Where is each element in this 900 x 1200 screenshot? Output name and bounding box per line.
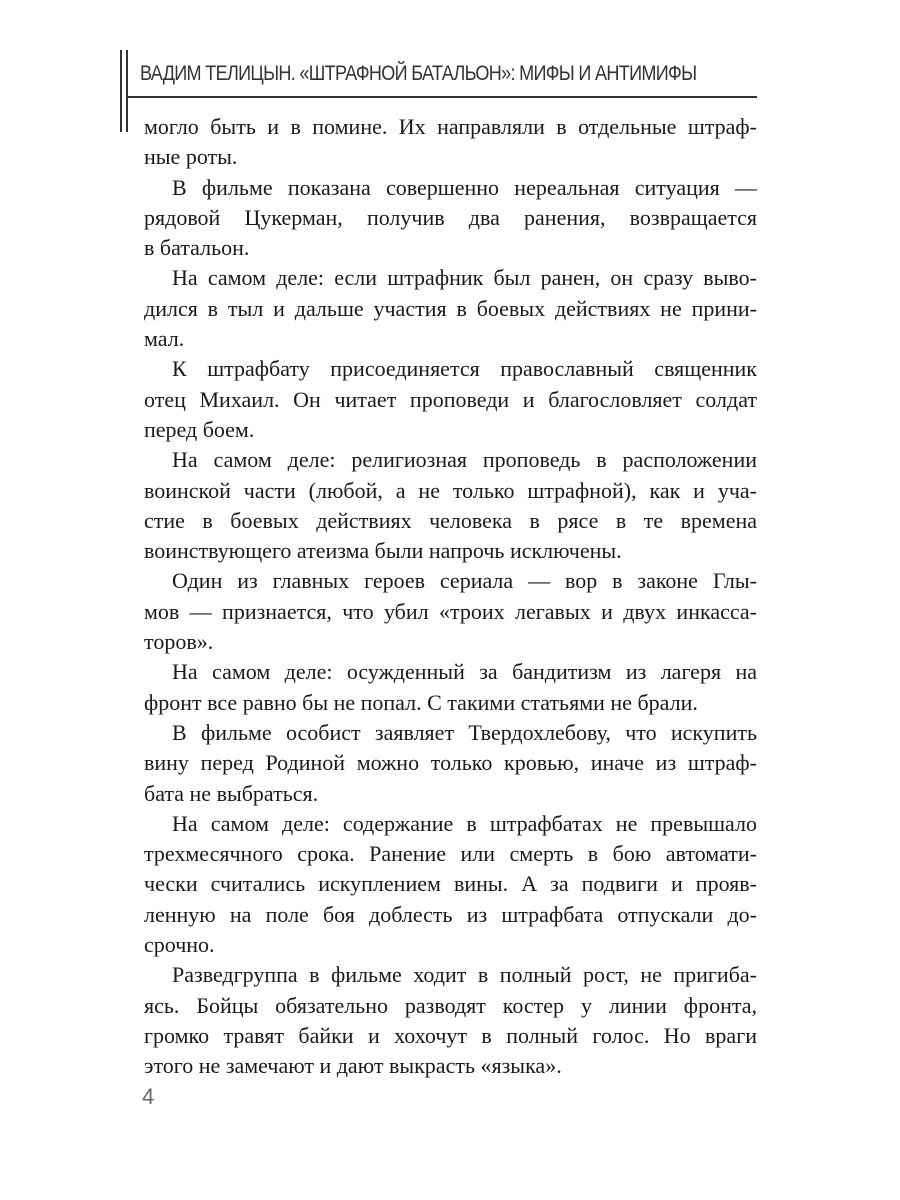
text-line: В фильме особист заявляет Твердохлебову, что искупить	[172, 719, 757, 745]
text-line: К штрафбату присоединяется православный священник	[172, 356, 757, 382]
header-rule	[126, 96, 757, 98]
text-line: мал.	[144, 326, 185, 352]
paragraph	[144, 112, 757, 173]
paragraph	[144, 173, 757, 264]
text-line: чески считались искуплением вины. А за подвиги и прояв-	[144, 871, 757, 897]
paragraph	[144, 809, 757, 960]
text-line: На самом деле: осужденный за бандитизм из лагеря на	[172, 659, 757, 685]
decorative-rule-left	[120, 50, 122, 132]
text-line: В фильме показана совершенно нереальная ситуация —	[172, 174, 757, 200]
text-line: ные роты.	[144, 144, 238, 170]
text-line: ясь. Бойцы обязательно разводят костер у линии фронта,	[144, 992, 757, 1018]
text-line: фронт все равно бы не попал. С такими статьями не брали.	[144, 689, 698, 715]
page-body	[144, 112, 757, 1082]
paragraph	[144, 354, 757, 445]
text-line: в батальон.	[144, 235, 250, 261]
text-line: громко травят байки и хохочут в полный голос. Но враги	[144, 1022, 757, 1048]
text-line: стие в боевых действиях человека в рясе в те времена	[144, 507, 757, 533]
text-line: торов».	[144, 629, 214, 655]
paragraph	[144, 445, 757, 566]
paragraph	[144, 657, 757, 718]
paragraph	[144, 960, 757, 1081]
text-line: мов — признается, что убил «троих легавых и двух инкасса-	[144, 598, 757, 624]
text-line: срочно.	[144, 932, 215, 958]
running-header: ВАДИМ ТЕЛИЦЫН. «ШТРАФНОЙ БАТАЛЬОН»: МИФЫ И АНТИМИФЫ	[140, 62, 697, 85]
text-line: ленную на поле боя доблесть из штрафбата отпускали до-	[144, 901, 757, 927]
text-line: вину перед Родиной можно только кровью, иначе из штраф-	[144, 750, 757, 776]
paragraph	[144, 718, 757, 809]
text-line: перед боем.	[144, 416, 255, 442]
text-line: бата не выбраться.	[144, 780, 319, 806]
text-line: воинской части (любой, а не только штрафной), как и уча-	[144, 477, 757, 503]
text-line: Один из главных героев сериала — вор в законе Глы-	[172, 568, 757, 594]
text-line: дился в тыл и дальше участия в боевых действиях не прини-	[144, 295, 757, 321]
text-line: воинствующего атеизма были напрочь исключены.	[144, 538, 622, 564]
decorative-rule-right	[126, 50, 128, 132]
paragraph	[144, 566, 757, 657]
paragraph	[144, 263, 757, 354]
text-line: На самом деле: если штрафник был ранен, он сразу выво-	[172, 265, 757, 291]
text-line: На самом деле: религиозная проповедь в расположении	[172, 447, 757, 473]
page-number: 4	[142, 1084, 155, 1109]
text-line: рядовой Цукерман, получив два ранения, возвращается	[144, 204, 757, 230]
text-line: На самом деле: содержание в штрафбатах не превышало	[172, 810, 757, 836]
text-line: могло быть и в помине. Их направляли в отдельные штраф-	[144, 114, 757, 139]
text-line: трехмесячного срока. Ранение или смерть в бою автомати-	[144, 841, 757, 867]
text-line: отец Михаил. Он читает проповеди и благословляет солдат	[144, 386, 757, 412]
text-line: Разведгруппа в фильме ходит в полный рост, не пригиба-	[172, 962, 757, 988]
text-line: этого не замечают и дают выкрасть «языка».	[144, 1053, 562, 1079]
